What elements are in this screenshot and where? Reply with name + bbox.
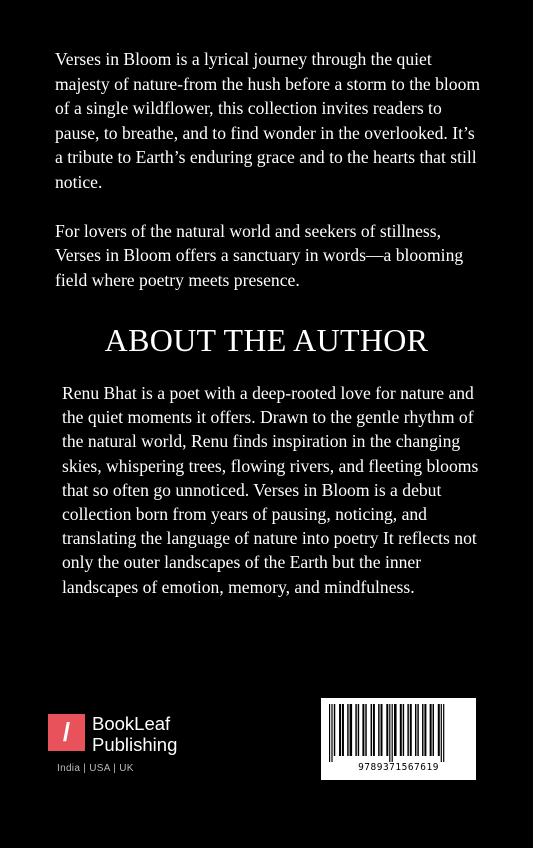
isbn-number: 9789371567619: [358, 762, 439, 773]
blurb-paragraph-2: For lovers of the natural world and seekers of stillness, Verses in Bloom offers a sanctuary in words—a blooming field where poetry meets presence.: [55, 220, 464, 290]
blurb-paragraph-1: Verses in Bloom is a lyrical journey through the quiet majesty of nature-from the hush before a storm to the bloom of a single wildflower, this collection invites readers to pause, to breathe, and to find wonder in the overlooked. It’s a tribute to Earth’s enduring grace and to the hearts that still notice.: [55, 49, 481, 192]
publisher-mark-icon: [48, 714, 85, 751]
about-author-heading: ABOUT THE AUTHOR: [104, 322, 429, 358]
book-blurb: [55, 47, 485, 316]
barcode-bars-icon: [327, 704, 470, 762]
isbn-barcode: [321, 698, 476, 780]
publisher-logo: [48, 714, 248, 784]
publisher-mark-glyph: /: [62, 717, 71, 747]
publisher-regions: India | USA | UK: [57, 763, 134, 774]
publisher-name: [92, 713, 177, 755]
author-bio: Renu Bhat is a poet with a deep-rooted love for nature and the quiet moments it offers. Drawn to the gentle rhythm of the natural world, Renu finds inspiration in the changing skies, whispering trees, flowing rivers, and fleeting blooms that so often go unnoticed. Verses in Bloom is a debut collection born from years of pausing, noticing, and translating the language of nature into poetry It reflects not only the outer landscapes of the Earth but the inner landscapes of emotion, memory, and mindfulness.: [62, 383, 479, 597]
publisher-name-line-2: Publishing: [92, 734, 178, 755]
publisher-name-line-1: BookLeaf: [92, 713, 171, 734]
